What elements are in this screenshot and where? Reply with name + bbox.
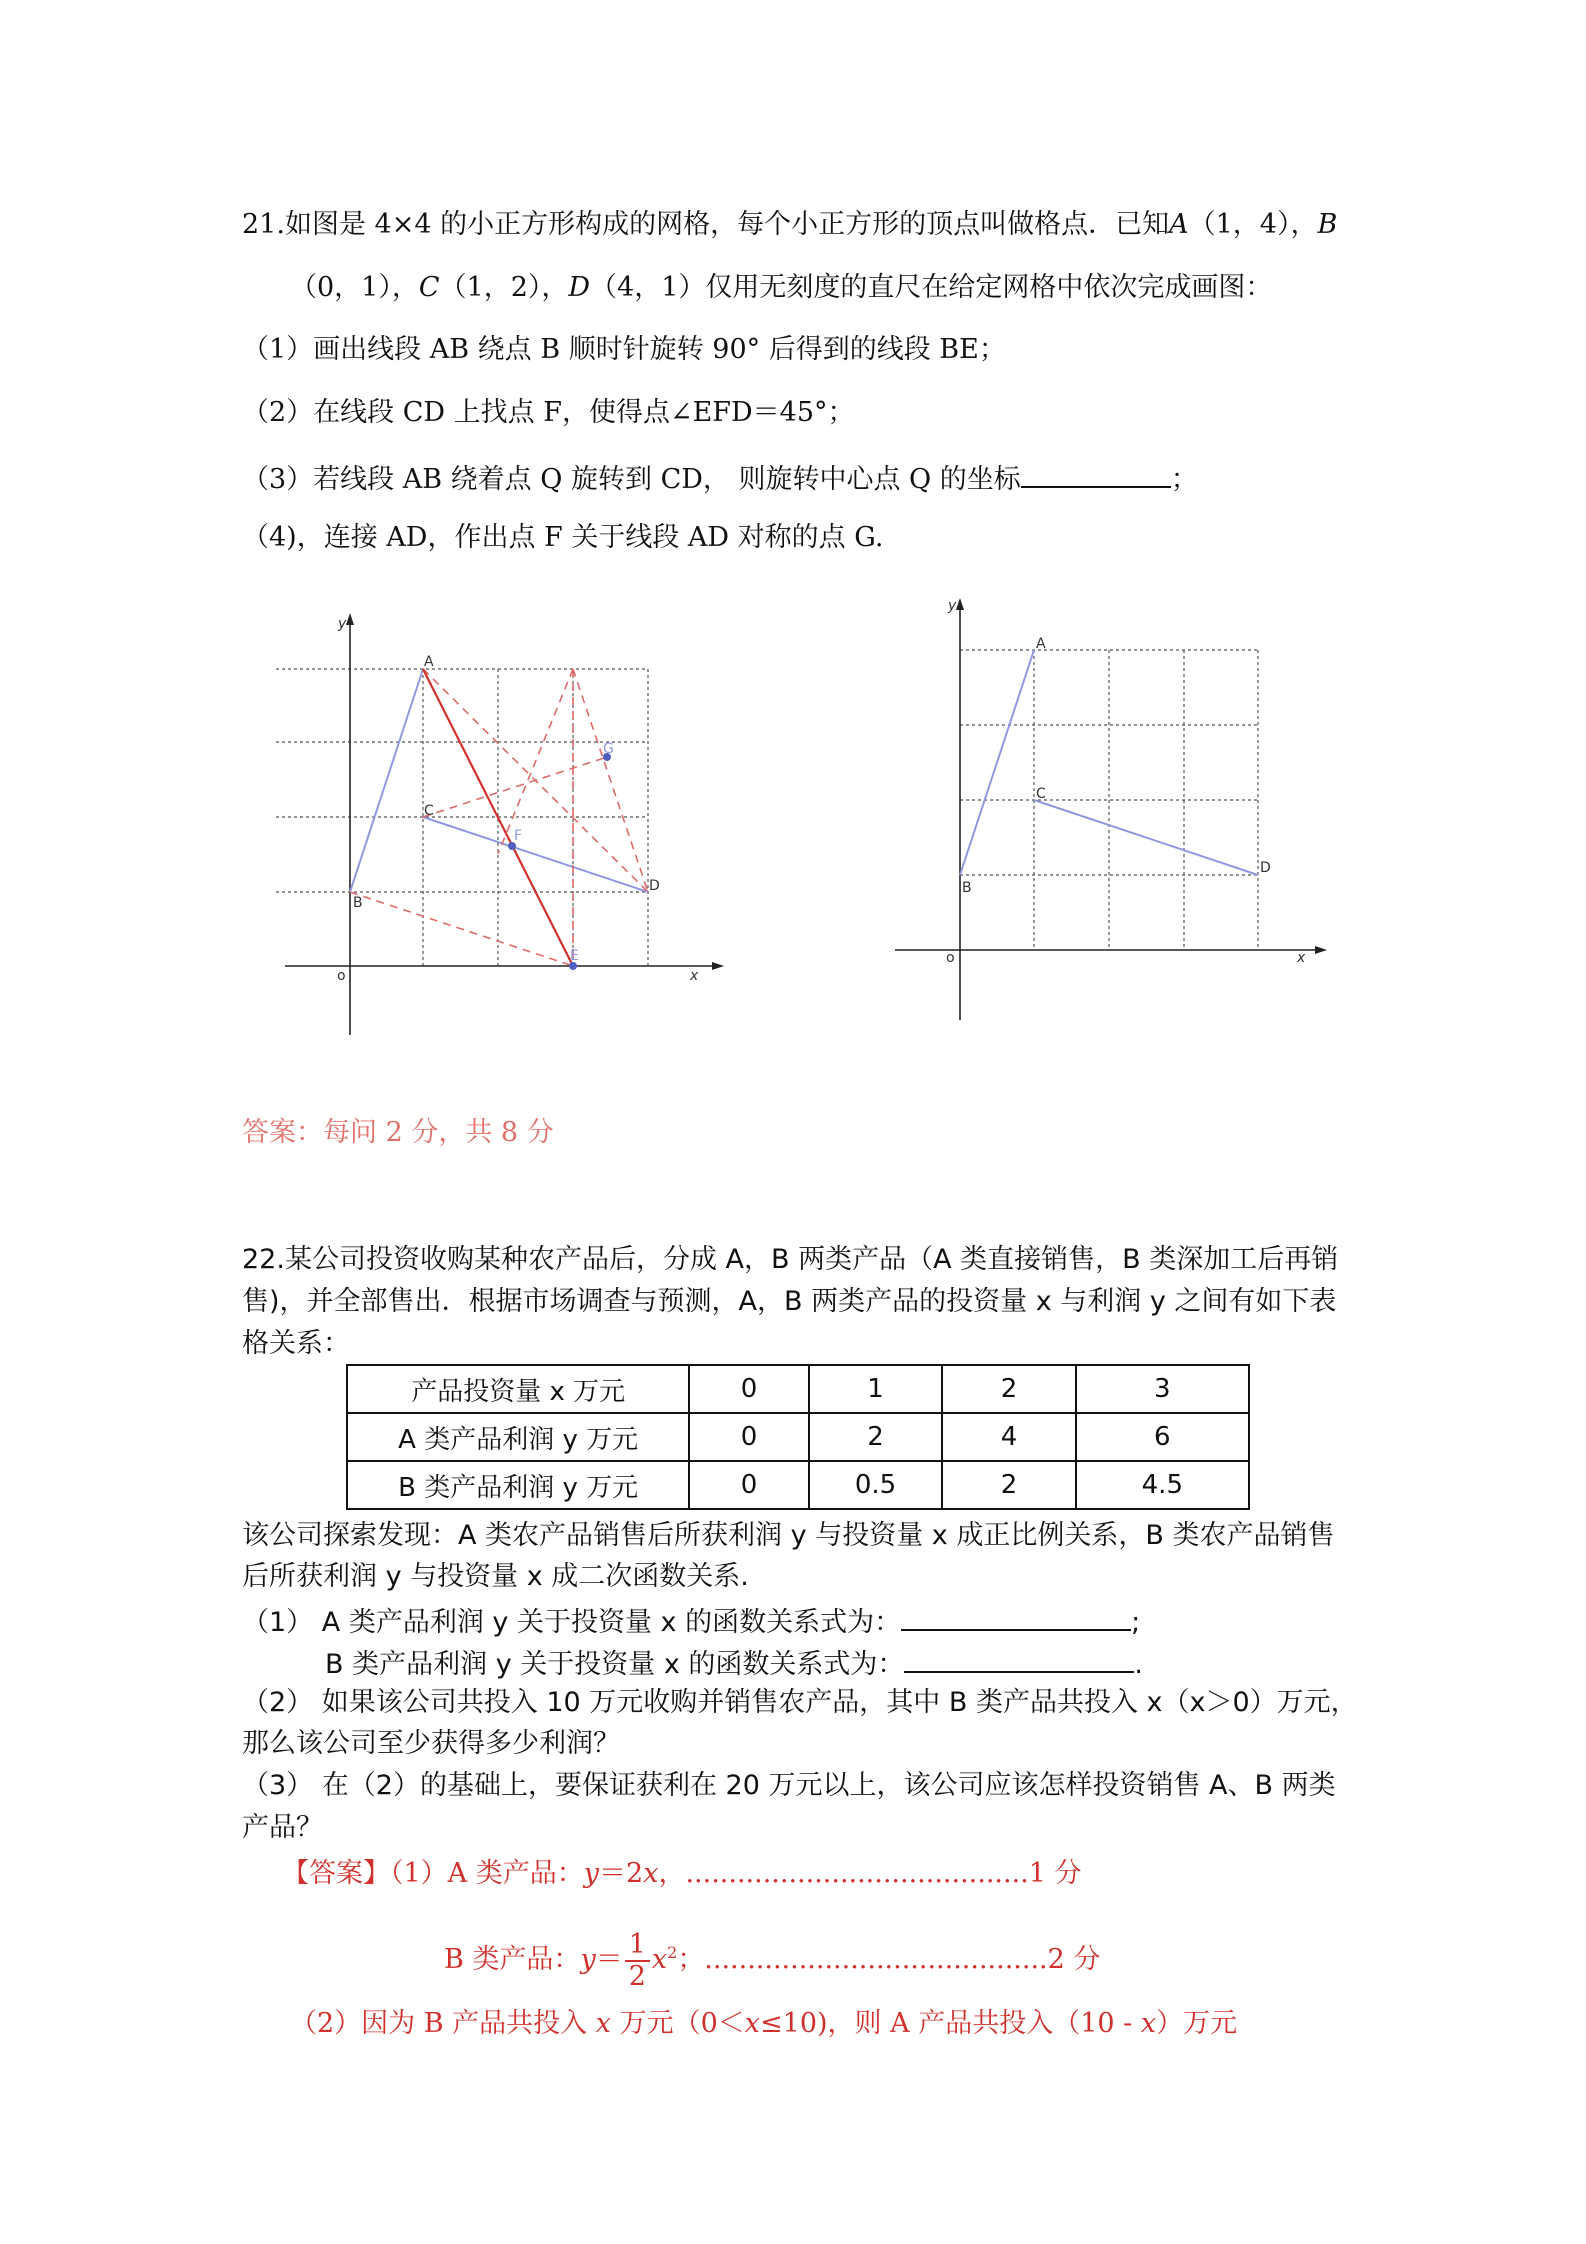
q22-item-1b: B 类产品利润 y 关于投资量 x 的函数关系式为： . <box>325 1641 1143 1685</box>
label-a-left: A <box>424 654 434 670</box>
q22-item-2b: 那么该公司至少获得多少利润？ <box>242 1728 620 1759</box>
q21-item-2: （2）在线段 CD 上找点 F，使得点∠EFD＝45°； <box>242 397 855 428</box>
axis-label-y-left: y <box>338 616 347 632</box>
table-row <box>347 1365 1249 1413</box>
q22-line-5: 后所获利润 y 与投资量 x 成二次函数关系. <box>242 1561 749 1592</box>
q21-item-3: （3）若线段 AB 绕着点 Q 旋转到 CD， 则旋转中心点 Q 的坐标 ； <box>242 456 1198 500</box>
q22-line-1: 22.某公司投资收购某种农产品后，分成 A，B 两类产品（A 类直接销售，B 类深加工后再销 <box>242 1244 1339 1275</box>
table-cell: 0.5 <box>809 1461 943 1509</box>
figure-left <box>270 600 730 1050</box>
table-cell: 产品投资量 x 万元 <box>347 1365 689 1413</box>
axis-label-x-right: x <box>1297 950 1306 966</box>
profit-table <box>346 1364 1250 1510</box>
figure-right <box>880 590 1340 1030</box>
table-cell: 1 <box>809 1365 943 1413</box>
answer22-line-3: （2）因为 B 产品共投入 x 万元（0＜x≤10)，则 A 产品共投入（10 - x）万元 <box>290 2008 1238 2039</box>
table-cell: 2 <box>809 1413 943 1461</box>
q21-item-1: （1）画出线段 AB 绕点 B 顺时针旋转 90° 后得到的线段 BE； <box>242 334 1006 365</box>
fraction-one-half: $\frac{1}{2}$ <box>625 1930 650 1992</box>
axis-label-y-right: y <box>948 598 957 614</box>
answer22-line-1: 【答案】（1）A 类产品：y＝2x，........................................1 分 <box>282 1858 1082 1889</box>
label-f-left: F <box>514 828 523 844</box>
blue-lines-left <box>350 669 648 892</box>
x-arrow-left <box>712 962 724 970</box>
q22-line-2: 售)，并全部售出．根据市场调查与预测，A，B 两类产品的投资量 x 与利润 y 之间有如下表 <box>242 1286 1337 1317</box>
q22-item-3a: （3） 在（2）的基础上，要保证获利在 20 万元以上，该公司应该怎样投资销售 A、B 两类 <box>242 1770 1336 1801</box>
label-c-right: C <box>1036 786 1046 802</box>
table-cell: 2 <box>942 1461 1075 1509</box>
axes-right <box>895 605 1320 1020</box>
label-g-left: G <box>603 741 614 757</box>
q21-answer-note: 答案：每问 2 分，共 8 分 <box>242 1117 554 1148</box>
grid-right <box>960 650 1258 950</box>
table-row <box>347 1413 1249 1461</box>
q22-line-4: 该公司探索发现：A 类农产品销售后所获利润 y 与投资量 x 成正比例关系，B 类农产品销售 <box>242 1520 1335 1551</box>
q22-answer-blank-b[interactable] <box>904 1641 1134 1673</box>
grid-left <box>276 669 648 966</box>
q21-item-4: （4)，连接 AD，作出点 F 关于线段 AD 对称的点 G. <box>242 522 884 553</box>
table-cell: 6 <box>1076 1413 1249 1461</box>
label-d-left: D <box>649 878 660 894</box>
x-arrow-right <box>1315 946 1327 954</box>
table-row <box>347 1461 1249 1509</box>
table-cell: 0 <box>689 1365 808 1413</box>
axes-left <box>285 620 718 1035</box>
q22-item-3b: 产品？ <box>242 1812 323 1843</box>
table-cell: B 类产品利润 y 万元 <box>347 1461 689 1509</box>
q22-item-1a: （1） A 类产品利润 y 关于投资量 x 的函数关系式为： ; <box>242 1599 1140 1643</box>
table-cell: 4 <box>942 1413 1075 1461</box>
q21-line-2: （0，1），C（1，2），D（4，1）仅用无刻度的直尺在给定网格中依次完成画图： <box>290 272 1273 303</box>
table-cell: 0 <box>689 1413 808 1461</box>
label-c-left: C <box>424 803 434 819</box>
label-e-left: E <box>570 948 579 964</box>
table-cell: 2 <box>942 1365 1075 1413</box>
y-arrow-left <box>346 613 354 625</box>
table-cell: 4.5 <box>1076 1461 1249 1509</box>
q22-answer-blank-a[interactable] <box>901 1599 1131 1631</box>
table-cell: 3 <box>1076 1365 1249 1413</box>
label-d-right: D <box>1260 860 1271 876</box>
answer22-line-2: B 类产品：y＝ $\frac{1}{2}$ $x^2$；........................................2 分 <box>444 1928 1101 1992</box>
origin-label-right: o <box>946 950 955 966</box>
q22-item-2a: （2） 如果该公司共投入 10 万元收购并销售农产品，其中 B 类产品共投入 x（x＞0）万元， <box>242 1687 1358 1718</box>
axis-label-x-left: x <box>690 968 699 984</box>
q21-line-1: 21.如图是 4×4 的小正方形构成的网格，每个小正方形的顶点叫做格点．已知A（1，4），B <box>242 209 1338 240</box>
blue-lines-right <box>960 650 1258 875</box>
table-cell: A 类产品利润 y 万元 <box>347 1413 689 1461</box>
q21-answer-blank[interactable] <box>1021 456 1171 488</box>
origin-label-left: o <box>337 968 346 984</box>
label-b-left: B <box>353 895 363 911</box>
label-b-right: B <box>962 880 972 896</box>
label-a-right: A <box>1036 636 1046 652</box>
q22-line-3: 格关系： <box>242 1328 350 1359</box>
y-arrow-right <box>956 598 964 610</box>
table-cell: 0 <box>689 1461 808 1509</box>
